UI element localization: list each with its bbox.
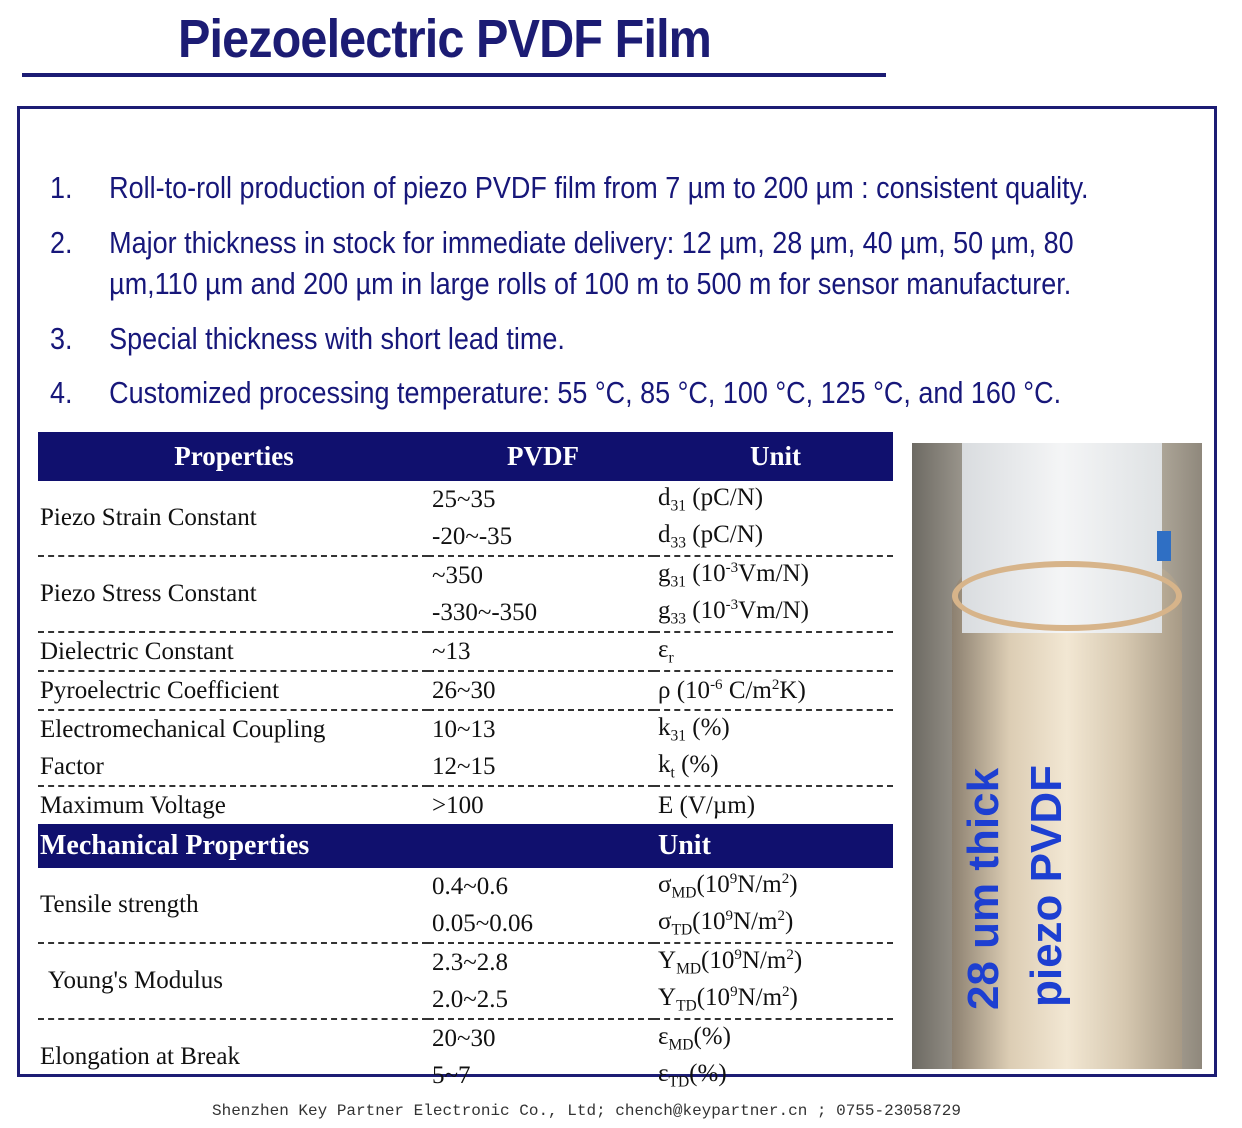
property-name: Young's Modulus	[38, 943, 428, 1019]
blue-tab	[1157, 531, 1171, 561]
header-unit: Unit	[654, 432, 893, 481]
property-value: 12~15	[432, 752, 496, 780]
property-value: 2.3~2.8	[428, 943, 654, 981]
page-title: Piezoelectric PVDF Film	[178, 9, 711, 69]
property-unit: $Y_{TD}(10^9N/m^2)$	[658, 983, 798, 1015]
property-value: ~13	[428, 632, 654, 671]
property-name: Tensile strength	[40, 891, 199, 918]
table-row	[38, 710, 893, 748]
mechanical-header-row	[38, 824, 893, 868]
property-unit: $\sigma_{TD}(10^9N/m^2)$	[658, 907, 794, 939]
property-name: Piezo Stress Constant	[38, 556, 428, 632]
photo-label-line1: 28 um thick	[959, 767, 1008, 1011]
property-value: -20~-35	[432, 522, 513, 550]
property-unit: E (V/µm)	[654, 786, 893, 824]
property-value: 0.4~0.6	[432, 872, 509, 900]
property-unit: $\varepsilon_r$	[654, 632, 893, 671]
roll-rim	[952, 561, 1182, 631]
property-unit: $\varepsilon_{TD}(\%)$	[658, 1059, 727, 1091]
pvdf-roll-photo	[912, 443, 1202, 1069]
table-header-row	[38, 432, 893, 481]
property-value: ~350	[428, 556, 654, 594]
table-row	[38, 748, 893, 786]
table-row	[38, 556, 893, 594]
table-row	[38, 1019, 893, 1057]
property-name: Maximum Voltage	[38, 786, 428, 824]
header-mechanical-unit: Unit	[654, 824, 893, 868]
property-unit: $g_{31}$ $(10^{-3}Vm/N)$	[654, 556, 893, 594]
table-row	[38, 786, 893, 824]
property-value: -330~-350	[432, 598, 538, 626]
photo-label-line2: piezo PVDF	[1022, 764, 1071, 1008]
property-name: Elongation at Break	[38, 1019, 428, 1094]
property-name: Pyroelectric Coefficient	[38, 671, 428, 710]
property-value: 25~35	[432, 485, 496, 513]
property-value: >100	[428, 786, 654, 824]
property-unit: $k_{31}$ (%)	[654, 710, 893, 748]
property-value: 2.0~2.5	[432, 985, 509, 1013]
property-unit: $Y_{MD}(10^9N/m^2)$	[654, 943, 893, 981]
property-name: Dielectric Constant	[38, 632, 428, 671]
property-value: 20~30	[428, 1019, 654, 1057]
property-unit: $\varepsilon_{MD}(\%)$	[654, 1019, 893, 1057]
property-value: 10~13	[428, 710, 654, 748]
property-unit: $d_{33}$ (pC/N)	[658, 520, 764, 552]
header-pvdf: PVDF	[428, 432, 654, 481]
table-row	[38, 671, 893, 710]
footer-contact: Shenzhen Key Partner Electronic Co., Ltd; chench@keypartner.cn ; 0755-23058729	[212, 1102, 961, 1120]
table-row	[38, 632, 893, 671]
property-unit: $d_{31}$ (pC/N)	[658, 483, 764, 515]
property-unit: $\sigma_{MD}(10^9N/m^2)$	[658, 870, 798, 902]
header-mechanical-properties: Mechanical Properties	[38, 824, 428, 868]
property-unit: ρ ($10^{-6}$ $C/m^2K$)	[654, 671, 893, 710]
property-name-continued: Factor	[40, 752, 104, 780]
properties-table	[38, 432, 893, 1094]
table-row	[38, 943, 893, 981]
header-properties: Properties	[38, 432, 428, 481]
property-name: Piezo Strain Constant	[40, 504, 257, 531]
property-name: Electromechanical Coupling	[38, 710, 428, 748]
property-unit: $g_{33}$ $(10^{-3}Vm/N)$	[658, 596, 809, 628]
property-value: 5~7	[432, 1061, 471, 1089]
property-unit: $k_t$ (%)	[658, 750, 719, 782]
property-value: 26~30	[428, 671, 654, 710]
table-row	[38, 868, 893, 905]
table-row	[38, 481, 893, 518]
title-underline	[22, 73, 886, 77]
property-value: 0.05~0.06	[432, 909, 534, 937]
